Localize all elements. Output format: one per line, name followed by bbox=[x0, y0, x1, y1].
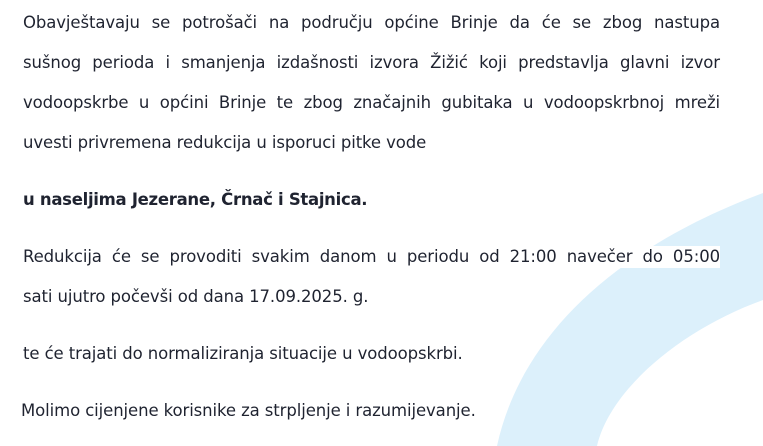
paragraph-1-line-2: sušnog perioda i smanjenja izdašnosti izvora Žižić koji predstavlja glavni izvor bbox=[23, 53, 720, 72]
paragraph-1-line-3: vodoopskrbe u općini Brinje te zbog značajnih gubitaka u vodoopskrbnoj mreži bbox=[23, 93, 720, 112]
paragraph-1-line-1: Obavještavaju se potrošači na području općine Brinje da će se zbog nastupa bbox=[23, 13, 720, 32]
duration-line: te će trajati do normaliziranja situacije u vodoopskrbi. bbox=[23, 344, 463, 363]
closing-line: Molimo cijenjene korisnike za strpljenje i razumijevanje. bbox=[21, 401, 476, 420]
settlements-line: u naseljima Jezerane, Črnač i Stajnica. bbox=[23, 190, 368, 209]
paragraph-2-line-2: sati ujutro počevši od dana 17.09.2025. g. bbox=[23, 287, 369, 306]
paragraph-2-line-1: Redukcija će se provoditi svakim danom u periodu od 21:00 navečer do 05:00 bbox=[23, 247, 720, 266]
paragraph-1-line-4: uvesti privremena redukcija u isporuci pitke vode bbox=[23, 133, 427, 152]
